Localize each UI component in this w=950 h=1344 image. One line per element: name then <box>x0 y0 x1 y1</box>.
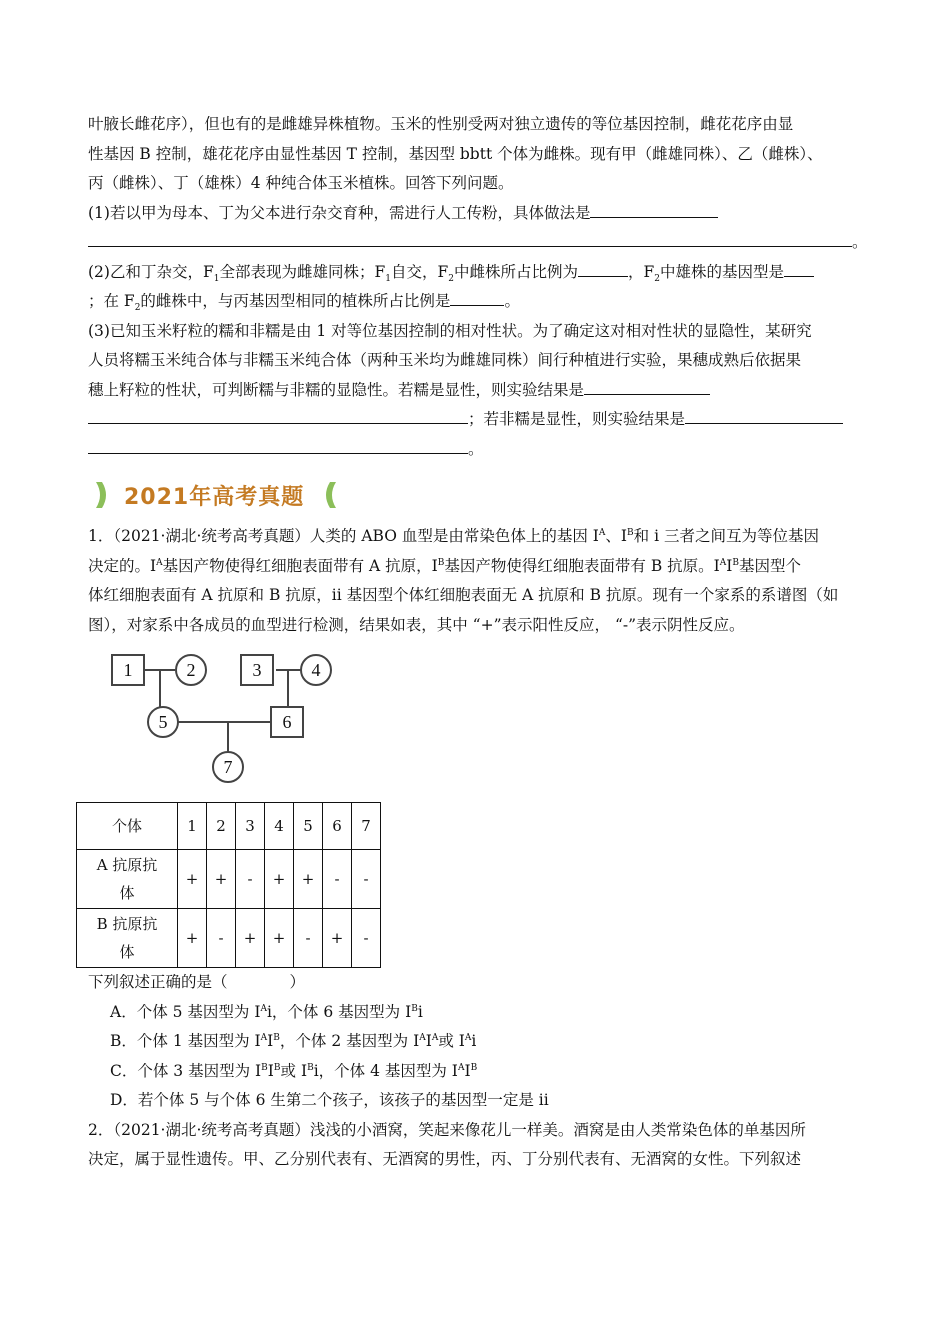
intro-line-1: 叶腋长雌花序），但也有的是雌雄异株植物。玉米的性别受两对独立遗传的等位基因控制，雌花花序由显 <box>88 115 794 133</box>
problem-1-line-1: 1．（2021·湖北·统考高考真题）人类的 ABO 血型是由常染色体上的基因 $I^A$、$I^B$和 i 三者之间互为等位基因 <box>88 527 819 545</box>
pedigree-label-2: 2 <box>186 660 196 680</box>
question-3-line-1: (3)已知玉米籽粒的糯和非糯是由 1 对等位基因控制的相对性状。为了确定这对相对性状的显隐性，某研究 <box>88 321 812 340</box>
question-stem: 下列叙述正确的是（ ） <box>88 973 306 991</box>
question-3-line-3: 穗上籽粒的性状，可判断糯与非糯的显隐性。若糯是显性，则实验结果是 <box>88 376 868 406</box>
intro-line-2: 性基因 B 控制，雄花花序由显性基因 T 控制，基因型 bbtt 个体为雌株。现有甲（雌雄同株）、乙（雌株）、 <box>88 144 823 163</box>
problem-1-line-3: 体红细胞表面有 A 抗原和 B 抗原，ii 基因型个体红细胞表面无 A 抗原和 B 抗原。现有一个家系的系谱图（如 <box>88 586 839 604</box>
answer-blank[interactable] <box>88 405 468 424</box>
option-a[interactable]: A．个体 5 基因型为 $I^Ai$，个体 6 基因型为 $I^Bi$ <box>110 1002 423 1021</box>
pedigree-label-6: 6 <box>282 712 292 732</box>
pedigree-label-1: 1 <box>123 660 133 680</box>
pedigree-label-5: 5 <box>158 712 168 732</box>
question-3-line-4: ；若非糯是显性，则实验结果是 <box>88 405 868 435</box>
question-1-line-2: 。 <box>88 228 868 258</box>
table-row: A 抗原抗 体 + + - + + - - <box>77 850 381 909</box>
problem-2-line-1: 2．（2021·湖北·统考高考真题）浅浅的小酒窝，笑起来像花儿一样美。酒窝是由人类常染色体的单基因所 <box>88 1120 806 1139</box>
intro-line-3: 丙（雌株）、丁（雄株）4 种纯合体玉米植株。回答下列问题。 <box>88 174 514 192</box>
blood-type-table <box>76 802 381 968</box>
option-c[interactable]: C．个体 3 基因型为 $I^BI^B$或 $I^Bi$，个体 4 基因型为 $I^AI^B$ <box>110 1061 478 1080</box>
document-page <box>88 110 868 1175</box>
answer-blank[interactable] <box>590 199 718 218</box>
option-d[interactable]: D．若个体 5 与个体 6 生第二个孩子，该孩子的基因型一定是 ii <box>110 1091 549 1109</box>
section-banner <box>88 478 868 512</box>
answer-blank[interactable] <box>88 228 852 247</box>
pedigree-diagram <box>98 648 368 788</box>
table-header-row: 个体 1 2 3 4 5 6 7 <box>77 803 381 850</box>
pedigree-label-3: 3 <box>252 660 262 680</box>
problem-1-line-2: 决定的。$I^A$基因产物使得红细胞表面带有 A 抗原，$I^B$基因产物使得红细胞表面带有 B 抗原。$I^AI^B$基因型个 <box>88 556 802 575</box>
question-2: (2)乙和丁杂交，$F_1$全部表现为雌雄同株；$F_1$自交，$F_2$中雌株所占比例为 ，$F_2$中雄株的基因型是 <box>88 258 868 288</box>
question-2-line-2: ；在 $F_2$的雌株中，与丙基因型相同的植株所占比例是 。 <box>88 287 868 317</box>
question-3-line-5: 。 <box>88 435 868 465</box>
option-b[interactable]: B．个体 1 基因型为 $I^AI^B$，个体 2 基因型为 $I^AI^A$或 $I^Ai$ <box>110 1032 477 1050</box>
answer-blank[interactable] <box>88 435 468 454</box>
problem-1-line-4: 图），对家系中各成员的血型进行检测，结果如表，其中 “+”表示阳性反应， “-”表示阴性反应。 <box>88 615 745 634</box>
answer-blank[interactable] <box>784 258 814 277</box>
answer-blank[interactable] <box>584 376 710 395</box>
answer-blank[interactable] <box>578 258 628 277</box>
answer-blank[interactable] <box>450 287 504 306</box>
answer-blank[interactable] <box>685 405 843 424</box>
section-title: 2021年高考真题 <box>124 485 305 510</box>
problem-2-line-2: 决定，属于显性遗传。甲、乙分别代表有、无酒窝的男性，丙、丁分别代表有、无酒窝的女性。下列叙述 <box>88 1150 802 1168</box>
pedigree-label-4: 4 <box>311 660 321 680</box>
question-3-line-2: 人员将糯玉米纯合体与非糯玉米纯合体（两种玉米均为雌雄同株）间行种植进行实验，果穗成熟后依据果 <box>88 351 802 369</box>
pedigree-label-7: 7 <box>223 757 233 777</box>
question-1: (1)若以甲为母本、丁为父本进行杂交育种，需进行人工传粉，具体做法是 <box>88 199 868 229</box>
table-row: B 抗原抗 体 + - + + - + - <box>77 909 381 968</box>
pedigree-chart <box>98 648 368 788</box>
